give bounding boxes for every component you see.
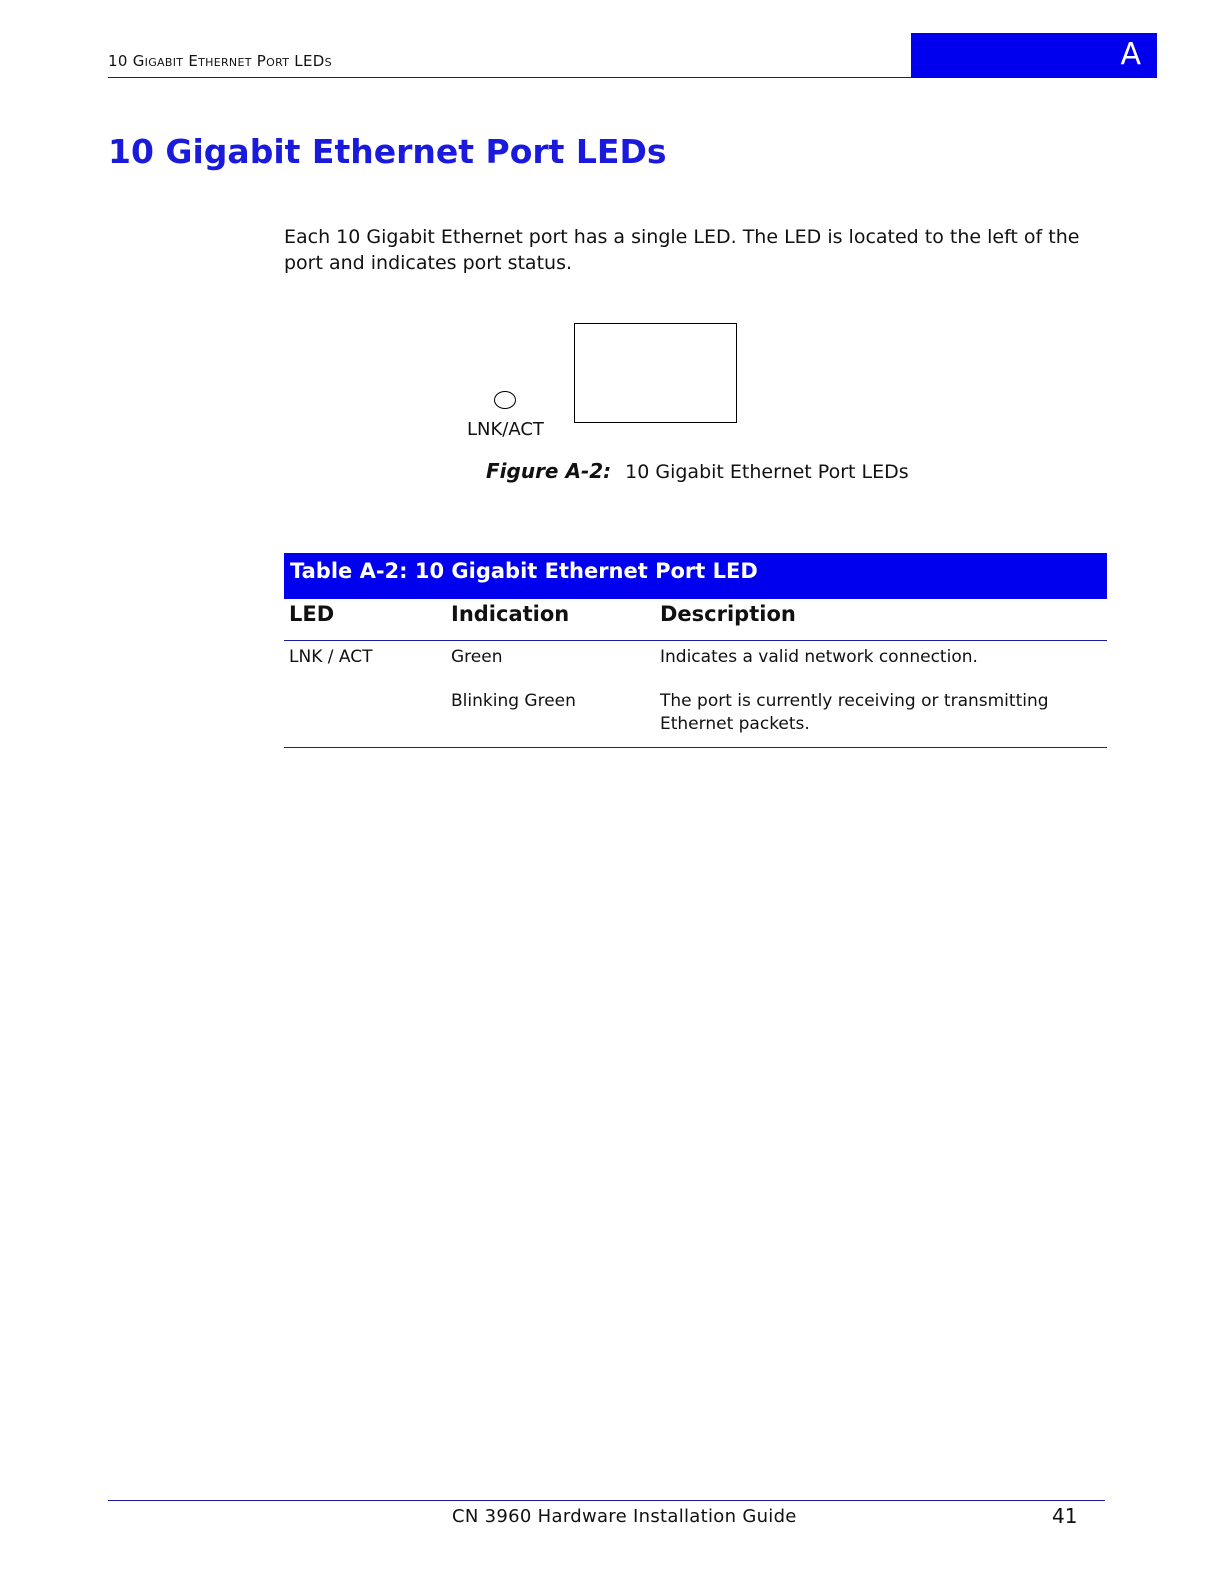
footer-title: CN 3960 Hardware Installation Guide [452,1506,797,1527]
led-label: LNK/ACT [467,419,544,440]
column-header-indication: Indication [451,602,570,626]
cell-indication: Blinking Green [451,691,576,711]
table-header-rule [284,640,1107,641]
figure-caption-label: Figure A-2: [486,459,612,483]
appendix-letter: A [1120,37,1141,72]
table-bottom-rule [284,747,1107,748]
table-title-bar [284,553,1107,599]
column-header-led: LED [289,602,335,626]
cell-description: The port is currently receiving or transmitting Ethernet packets. [660,691,1049,734]
running-header: 10 Gigabit Ethernet Port LEDs [108,52,332,70]
cell-description: Indicates a valid network connection. [660,647,978,667]
table-title: Table A-2: 10 Gigabit Ethernet Port LED [290,559,758,583]
footer-rule [108,1500,1105,1501]
led-indicator-icon [494,391,516,409]
appendix-tab [911,33,1157,78]
section-title: 10 Gigabit Ethernet Port LEDs [108,132,667,171]
page-number: 41 [1052,1504,1078,1528]
port-outline [574,323,737,423]
intro-paragraph: Each 10 Gigabit Ethernet port has a single LED. The LED is located to the left of the port and indicates port status. [284,226,1080,274]
figure-caption [486,459,909,483]
cell-indication: Green [451,647,503,667]
cell-led: LNK / ACT [289,647,373,667]
figure-caption-text: 10 Gigabit Ethernet Port LEDs [625,461,909,483]
column-header-description: Description [660,602,796,626]
